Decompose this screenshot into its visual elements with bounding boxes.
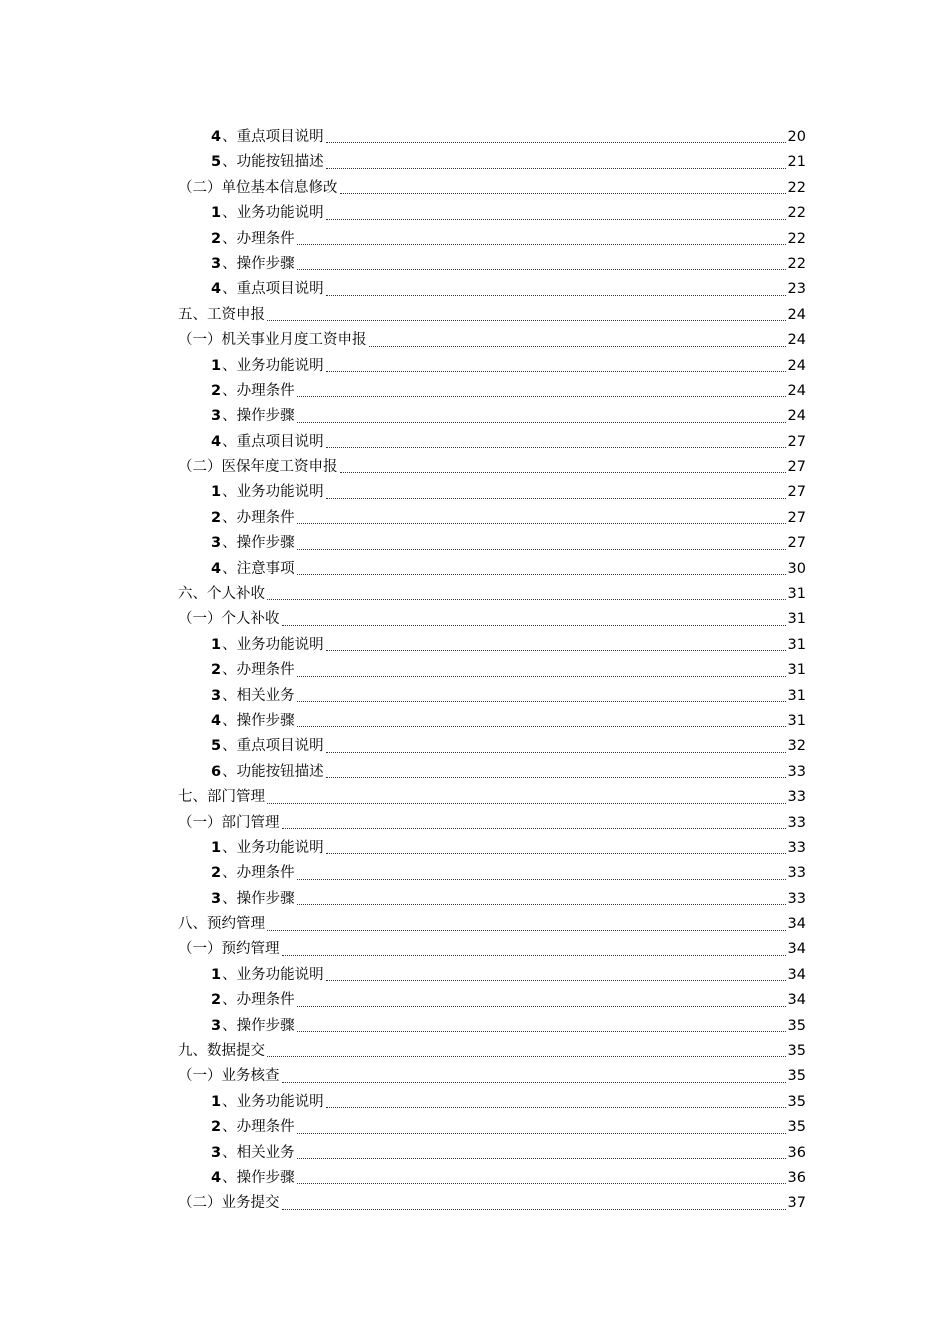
toc-entry[interactable] [178, 557, 806, 582]
toc-entry-page-number: 34 [787, 992, 806, 1009]
toc-entry[interactable] [178, 658, 806, 683]
toc-entry[interactable] [178, 277, 806, 302]
toc-entry[interactable] [178, 1090, 806, 1115]
toc-dot-leader [297, 879, 786, 880]
toc-entry-title: 、业务功能说明 [222, 484, 324, 501]
toc-entry-title: （二）业务提交 [178, 1195, 280, 1212]
toc-entry-page-number: 24 [787, 332, 806, 349]
toc-entry-title: 、功能按钮描述 [222, 154, 324, 171]
toc-entry-title: 、操作步骤 [222, 712, 295, 729]
toc-entry-title: 、办理条件 [222, 865, 295, 882]
toc-dot-leader [340, 193, 786, 194]
toc-dot-leader [326, 168, 786, 169]
toc-entry-number: 4 [211, 281, 222, 298]
toc-dot-leader [326, 295, 786, 296]
toc-dot-leader [326, 980, 786, 981]
toc-entry[interactable] [178, 125, 806, 150]
toc-entry-number: 1 [211, 357, 222, 374]
toc-entry[interactable] [178, 1166, 806, 1191]
toc-entry-title: 、操作步骤 [222, 890, 295, 907]
toc-entry-number: 4 [211, 712, 222, 729]
toc-entry[interactable] [178, 1191, 806, 1216]
toc-entry-number: 1 [211, 484, 222, 501]
toc-dot-leader [267, 1056, 786, 1057]
toc-entry-page-number: 33 [787, 839, 806, 856]
toc-entry-page-number: 31 [787, 687, 806, 704]
toc-entry-title: 、操作步骤 [222, 1170, 295, 1186]
toc-entry-number: 1 [211, 966, 222, 983]
toc-entry-page-number: 31 [787, 662, 806, 679]
toc-entry[interactable] [178, 1115, 806, 1140]
toc-entry[interactable] [178, 684, 806, 709]
toc-entry-number: 3 [211, 1144, 222, 1161]
toc-entry-page-number: 35 [787, 1119, 806, 1136]
toc-entry[interactable] [178, 1014, 806, 1039]
toc-entry-number: 3 [211, 687, 222, 704]
toc-dot-leader [297, 1006, 786, 1007]
toc-dot-leader [297, 1183, 786, 1184]
toc-dot-leader [326, 498, 786, 499]
toc-entry-number: 1 [211, 1093, 222, 1110]
toc-entry-title: 、操作步骤 [222, 255, 295, 272]
toc-dot-leader [282, 1209, 786, 1210]
toc-entry-number: 2 [211, 992, 222, 1009]
toc-dot-leader [297, 574, 786, 575]
toc-dot-leader [297, 904, 786, 905]
toc-entry-number: 3 [211, 408, 222, 425]
toc-dot-leader [326, 142, 786, 143]
toc-entry[interactable] [178, 531, 806, 556]
toc-entry-number: 2 [211, 509, 222, 526]
toc-entry-page-number: 24 [787, 357, 806, 374]
toc-dot-leader [297, 701, 786, 702]
toc-dot-leader [297, 1158, 786, 1159]
toc-entry-page-number: 31 [787, 611, 806, 628]
toc-entry-page-number: 33 [787, 865, 806, 882]
toc-dot-leader [326, 371, 786, 372]
toc-entry-title: （一）个人补收 [178, 611, 280, 628]
toc-dot-leader [297, 676, 786, 677]
toc-entry-title: 、办理条件 [222, 509, 295, 526]
toc-entry-title: 、重点项目说明 [222, 738, 324, 755]
toc-entry-title: （一）机关事业月度工资申报 [178, 332, 367, 349]
toc-entry-title: 、办理条件 [222, 662, 295, 679]
toc-entry-page-number: 21 [787, 154, 806, 171]
toc-entry-page-number: 36 [787, 1144, 806, 1161]
toc-entry-title: 五、工资申报 [178, 306, 265, 323]
toc-dot-leader [340, 472, 786, 473]
toc-entry-page-number: 31 [787, 636, 806, 653]
toc-entry-page-number: 33 [787, 763, 806, 780]
toc-entry-title: 、重点项目说明 [222, 128, 324, 145]
toc-entry[interactable] [178, 150, 806, 175]
toc-dot-leader [267, 599, 786, 600]
toc-entry-title: 、操作步骤 [222, 535, 295, 552]
toc-entry-number: 2 [211, 1119, 222, 1136]
toc-entry-number: 5 [211, 738, 222, 755]
toc-dot-leader [326, 447, 786, 448]
toc-entry-page-number: 22 [787, 230, 806, 247]
toc-entry-title: 、相关业务 [222, 1144, 295, 1161]
toc-entry-page-number: 36 [787, 1170, 806, 1186]
toc-entry-page-number: 27 [787, 433, 806, 450]
toc-dot-leader [267, 320, 786, 321]
toc-entry-title: 、操作步骤 [222, 1017, 295, 1034]
toc-entry-number: 3 [211, 255, 222, 272]
toc-entry[interactable] [178, 988, 806, 1013]
toc-entry[interactable] [178, 938, 806, 963]
toc-dot-leader [297, 549, 786, 550]
toc-entry[interactable] [178, 176, 806, 201]
toc-entry-page-number: 24 [787, 306, 806, 323]
toc-dot-leader [297, 726, 786, 727]
toc-entry-page-number: 33 [787, 890, 806, 907]
toc-entry-page-number: 37 [787, 1195, 806, 1212]
toc-entry-number: 5 [211, 154, 222, 171]
toc-entry-page-number: 27 [787, 484, 806, 501]
toc-dot-leader [326, 853, 786, 854]
toc-entry-title: （一）预约管理 [178, 941, 280, 958]
toc-entry-number: 4 [211, 128, 222, 145]
toc-entry[interactable] [178, 836, 806, 861]
toc-dot-leader [297, 396, 786, 397]
toc-entry-title: 、业务功能说明 [222, 966, 324, 983]
toc-entry-number: 2 [211, 662, 222, 679]
toc-entry[interactable] [178, 404, 806, 429]
toc-entry-page-number: 31 [787, 712, 806, 729]
toc-entry[interactable] [178, 709, 806, 734]
toc-entry-title: 、相关业务 [222, 687, 295, 704]
toc-entry-number: 1 [211, 205, 222, 222]
toc-entry-title: 、业务功能说明 [222, 839, 324, 856]
toc-dot-leader [326, 219, 786, 220]
toc-dot-leader [297, 1031, 786, 1032]
toc-dot-leader [267, 930, 786, 931]
toc-entry-page-number: 32 [787, 738, 806, 755]
toc-entry-page-number: 30 [787, 560, 806, 577]
toc-entry[interactable] [178, 480, 806, 505]
toc-entry-title: 、业务功能说明 [222, 1093, 324, 1110]
toc-dot-leader [282, 1082, 786, 1083]
toc-entry-title: 、业务功能说明 [222, 636, 324, 653]
toc-entry-page-number: 33 [787, 814, 806, 831]
toc-dot-leader [297, 523, 786, 524]
toc-dot-leader [297, 422, 786, 423]
toc-entry[interactable] [178, 887, 806, 912]
toc-entry-title: 七、部门管理 [178, 789, 265, 806]
toc-entry-page-number: 22 [787, 255, 806, 272]
toc-dot-leader [282, 828, 786, 829]
toc-dot-leader [326, 1107, 786, 1108]
toc-entry-page-number: 27 [787, 535, 806, 552]
toc-dot-leader [267, 803, 786, 804]
toc-entry-title: 、办理条件 [222, 1119, 295, 1136]
toc-entry-title: 、重点项目说明 [222, 281, 324, 298]
toc-entry[interactable] [178, 201, 806, 226]
toc-entry-page-number: 33 [787, 789, 806, 806]
toc-entry-page-number: 31 [787, 586, 806, 603]
toc-entry-page-number: 27 [787, 459, 806, 476]
toc-dot-leader [326, 777, 786, 778]
toc-entry-number: 4 [211, 433, 222, 450]
toc-entry[interactable] [178, 963, 806, 988]
toc-entry-title: （一）业务核查 [178, 1068, 280, 1085]
toc-entry-title: 、操作步骤 [222, 408, 295, 425]
toc-entry-number: 2 [211, 230, 222, 247]
toc-entry[interactable] [178, 760, 806, 785]
toc-entry-title: 、办理条件 [222, 230, 295, 247]
toc-dot-leader [297, 244, 786, 245]
toc-entry[interactable] [178, 811, 806, 836]
toc-entry-page-number: 22 [787, 205, 806, 222]
toc-entry[interactable] [178, 227, 806, 252]
toc-dot-leader [282, 625, 786, 626]
toc-dot-leader [326, 752, 786, 753]
toc-entry-title: （一）部门管理 [178, 814, 280, 831]
toc-entry-number: 6 [211, 763, 222, 780]
toc-entry-title: 、办理条件 [222, 382, 295, 399]
toc-entry-page-number: 34 [787, 916, 806, 933]
table-of-contents [178, 125, 806, 1217]
toc-entry[interactable] [178, 379, 806, 404]
toc-entry-number: 2 [211, 382, 222, 399]
toc-entry-title: 、业务功能说明 [222, 357, 324, 374]
toc-entry-page-number: 22 [787, 179, 806, 196]
toc-entry-page-number: 20 [787, 128, 806, 145]
toc-entry-page-number: 35 [787, 1017, 806, 1034]
toc-entry-number: 3 [211, 890, 222, 907]
toc-entry-page-number: 27 [787, 509, 806, 526]
toc-entry-title: 九、数据提交 [178, 1043, 265, 1060]
toc-entry-page-number: 24 [787, 382, 806, 399]
toc-entry[interactable] [178, 734, 806, 759]
toc-dot-leader [282, 955, 786, 956]
toc-dot-leader [297, 269, 786, 270]
toc-entry-number: 3 [211, 535, 222, 552]
toc-entry-number: 4 [211, 560, 222, 577]
toc-entry[interactable] [178, 430, 806, 455]
toc-entry[interactable] [178, 252, 806, 277]
toc-entry[interactable] [178, 633, 806, 658]
toc-entry-title: 八、预约管理 [178, 916, 265, 933]
toc-entry-title: 、办理条件 [222, 992, 295, 1009]
toc-entry-page-number: 34 [787, 966, 806, 983]
toc-entry-title: 、功能按钮描述 [222, 763, 324, 780]
toc-entry[interactable] [178, 455, 806, 480]
toc-entry-page-number: 34 [787, 941, 806, 958]
toc-entry[interactable] [178, 912, 806, 937]
toc-dot-leader [297, 1133, 786, 1134]
toc-entry[interactable] [178, 1141, 806, 1166]
toc-dot-leader [369, 346, 786, 347]
toc-entry-title: 、注意事项 [222, 560, 295, 577]
toc-entry[interactable] [178, 582, 806, 607]
toc-entry[interactable] [178, 785, 806, 810]
toc-entry-page-number: 35 [787, 1068, 806, 1085]
toc-entry-number: 2 [211, 865, 222, 882]
toc-entry-number: 4 [211, 1170, 222, 1186]
toc-entry-title: 、业务功能说明 [222, 205, 324, 222]
toc-entry[interactable] [178, 861, 806, 886]
toc-entry-page-number: 24 [787, 408, 806, 425]
toc-entry[interactable] [178, 1064, 806, 1089]
toc-entry-title: 六、个人补收 [178, 586, 265, 603]
toc-entry[interactable] [178, 506, 806, 531]
toc-entry-page-number: 23 [787, 281, 806, 298]
toc-entry[interactable] [178, 303, 806, 328]
toc-entry-number: 3 [211, 1017, 222, 1034]
toc-entry[interactable] [178, 607, 806, 632]
toc-entry-title: （二）医保年度工资申报 [178, 459, 338, 476]
toc-entry[interactable] [178, 328, 806, 353]
toc-entry-page-number: 35 [787, 1093, 806, 1110]
toc-entry-page-number: 35 [787, 1043, 806, 1060]
toc-entry-number: 1 [211, 839, 222, 856]
toc-entry-title: （二）单位基本信息修改 [178, 179, 338, 196]
toc-entry-number: 1 [211, 636, 222, 653]
toc-dot-leader [326, 650, 786, 651]
toc-entry[interactable] [178, 1039, 806, 1064]
toc-entry[interactable] [178, 354, 806, 379]
toc-entry-title: 、重点项目说明 [222, 433, 324, 450]
